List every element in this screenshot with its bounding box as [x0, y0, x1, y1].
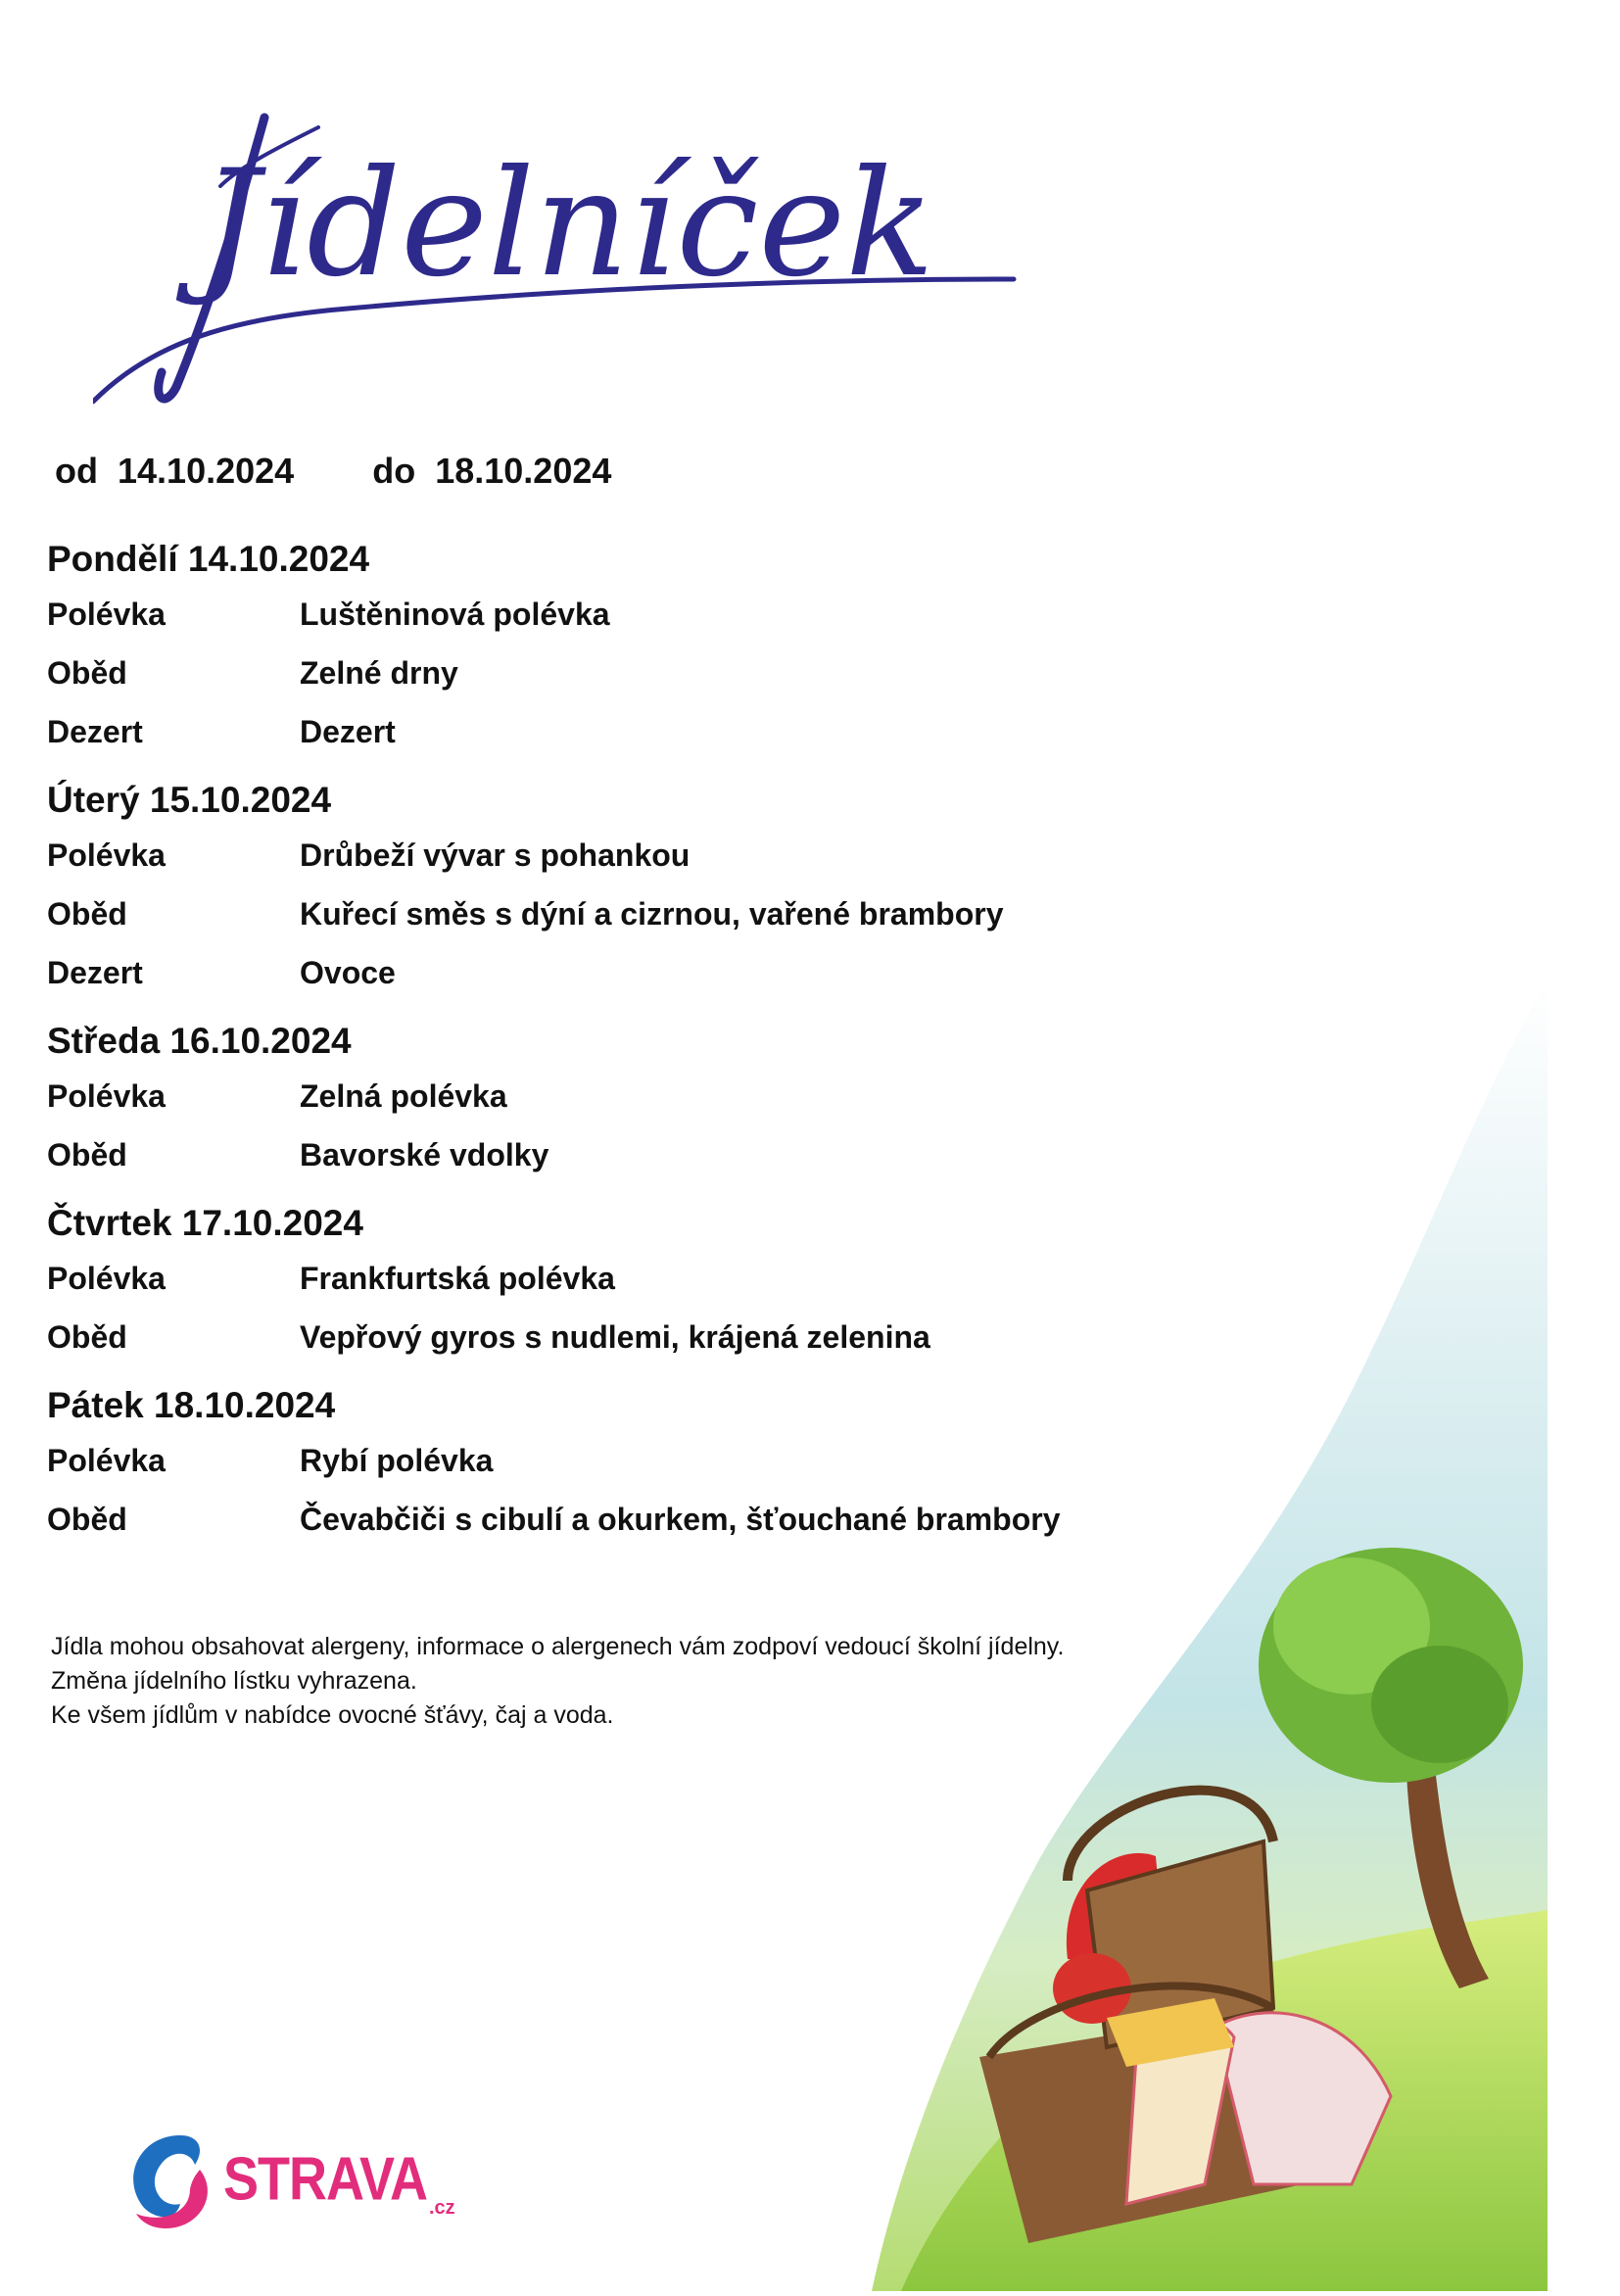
period-to-label: do	[372, 451, 416, 491]
menu-row	[47, 826, 1271, 885]
course-label: Polévka	[47, 1261, 166, 1296]
menu-row	[47, 702, 1271, 761]
course-label: Polévka	[47, 837, 166, 873]
note-line: Jídla mohou obsahovat alergeny, informace o alergenech vám zodpoví vedoucí školní jídelny.	[51, 1633, 1065, 1660]
dish-name: Dezert	[300, 714, 396, 749]
course-label: Dezert	[47, 714, 143, 749]
course-label: Polévka	[47, 597, 166, 632]
note-line: Změna jídelního lístku vyhrazena.	[51, 1667, 417, 1695]
picnic-illustration	[842, 980, 1548, 2291]
course-label: Oběd	[47, 1502, 127, 1537]
day-tuesday	[47, 775, 1271, 1002]
period-from-date: 14.10.2024	[118, 451, 295, 491]
day-title: Čtvrtek 17.10.2024	[47, 1203, 363, 1243]
dish-name: Zelná polévka	[300, 1078, 507, 1114]
dish-name: Čevabčiči s cibulí a okurkem, šťouchané brambory	[300, 1502, 1061, 1537]
dish-name: Ovoce	[300, 955, 396, 990]
menu-title-text: Jídelníček	[201, 139, 935, 310]
dish-name: Rybí polévka	[300, 1443, 494, 1478]
dish-name: Zelné drny	[300, 655, 458, 691]
picnic-basket-tree-image	[842, 980, 1548, 2291]
course-label: Polévka	[47, 1443, 166, 1478]
day-title: Pátek 18.10.2024	[47, 1385, 336, 1425]
menu-period	[55, 451, 611, 492]
menu-title	[93, 108, 1033, 411]
logo-tld: .cz	[429, 2197, 455, 2219]
period-from-label: od	[55, 451, 98, 491]
logo-name: STRAVA	[223, 2145, 427, 2214]
day-title: Středa 16.10.2024	[47, 1021, 352, 1061]
period-to-date: 18.10.2024	[435, 451, 612, 491]
menu-row	[47, 585, 1271, 644]
note-line: Ke všem jídlům v nabídce ovocné šťávy, čaj a voda.	[51, 1701, 614, 1729]
course-label: Dezert	[47, 955, 143, 990]
course-label: Oběd	[47, 896, 127, 932]
dish-name: Frankfurtská polévka	[300, 1261, 615, 1296]
strava-logo	[121, 2126, 455, 2233]
course-label: Oběd	[47, 655, 127, 691]
menu-title-graphic	[93, 108, 1033, 411]
dish-name: Vepřový gyros s nudlemi, krájená zelenina	[300, 1319, 930, 1355]
strava-logo-icon	[121, 2126, 219, 2233]
dish-name: Kuřecí směs s dýní a cizrnou, vařené brambory	[300, 896, 1004, 932]
dish-name: Drůbeží vývar s pohankou	[300, 837, 691, 873]
dish-name: Luštěninová polévka	[300, 597, 610, 632]
course-label: Oběd	[47, 1137, 127, 1172]
course-label: Polévka	[47, 1078, 166, 1114]
menu-row	[47, 885, 1271, 943]
dish-name: Bavorské vdolky	[300, 1137, 549, 1172]
day-title: Pondělí 14.10.2024	[47, 539, 370, 579]
day-title: Úterý 15.10.2024	[47, 780, 332, 820]
menu-row	[47, 644, 1271, 702]
course-label: Oběd	[47, 1319, 127, 1355]
day-monday	[47, 534, 1271, 761]
